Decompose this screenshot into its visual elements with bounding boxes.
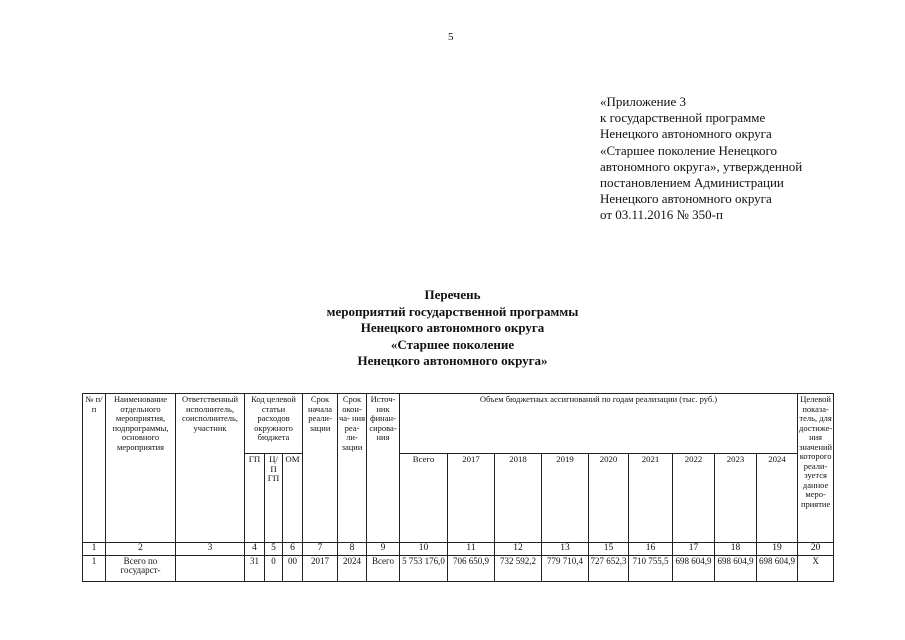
column-number: 18 xyxy=(715,543,757,556)
column-number: 1 xyxy=(83,543,106,556)
header-year: 2023 xyxy=(715,454,757,543)
header-year: 2018 xyxy=(495,454,542,543)
title-line: Ненецкого автономного округа» xyxy=(357,353,548,368)
header-year: 2022 xyxy=(673,454,715,543)
row-value: 698 604,9 xyxy=(673,555,715,581)
column-number: 9 xyxy=(367,543,400,556)
row-value: 732 592,2 xyxy=(495,555,542,581)
appendix-note xyxy=(600,94,802,224)
header-indicator: Целевой показа- тель, для достиже- ния значений которого реали- зуется данное меро- приятие xyxy=(798,394,834,543)
table-row xyxy=(83,555,834,581)
row-value: 727 652,3 xyxy=(589,555,629,581)
column-number: 15 xyxy=(589,543,629,556)
column-number: 12 xyxy=(495,543,542,556)
row-gp: 31 xyxy=(245,555,265,581)
header-end: Срок окон- ча- ния реа- ли- зации xyxy=(338,394,367,543)
column-number: 4 xyxy=(245,543,265,556)
column-number: 13 xyxy=(542,543,589,556)
row-value: 779 710,4 xyxy=(542,555,589,581)
header-cp-gp: Ц/П ГП xyxy=(265,454,283,543)
appendix-line: «Старшее поколение Ненецкого xyxy=(600,142,778,158)
appendix-line: «Приложение 3 xyxy=(600,94,687,109)
column-number: 3 xyxy=(176,543,245,556)
column-number: 11 xyxy=(448,543,495,556)
column-number: 19 xyxy=(757,543,798,556)
column-number: 6 xyxy=(283,543,303,556)
document-title xyxy=(0,287,905,370)
appendix-line: постановлением Администрации xyxy=(600,175,784,191)
row-value: 698 604,9 xyxy=(757,555,798,581)
row-num: 1 xyxy=(83,555,106,581)
row-end: 2024 xyxy=(338,555,367,581)
row-start: 2017 xyxy=(303,555,338,581)
title-line: мероприятий государственной программы xyxy=(326,303,579,319)
column-number: 2 xyxy=(106,543,176,556)
header-gp: ГП xyxy=(245,454,265,543)
row-om: 00 xyxy=(283,555,303,581)
row-source: Всего xyxy=(367,555,400,581)
row-indicator: Х xyxy=(798,555,834,581)
header-year: 2019 xyxy=(542,454,589,543)
header-num: № п/п xyxy=(83,394,106,543)
header-name: Наименование отдельного мероприятия, подпрограммы, основного мероприятия xyxy=(106,394,176,543)
column-number: 20 xyxy=(798,543,834,556)
column-number: 7 xyxy=(303,543,338,556)
header-budget-code: Код целевой статьи расходов окружного бюджета xyxy=(245,394,303,454)
column-number: 16 xyxy=(629,543,673,556)
title-line: «Старшее поколение xyxy=(390,336,515,352)
appendix-line: от 03.11.2016 № 350-п xyxy=(600,207,723,223)
header-responsible: Ответственный исполнитель, соисполнитель, участник xyxy=(176,394,245,543)
title-line: Перечень xyxy=(424,287,481,302)
header-year: 2020 xyxy=(589,454,629,543)
row-name: Всего по государст- xyxy=(106,555,176,581)
column-number: 10 xyxy=(400,543,448,556)
column-number: 8 xyxy=(338,543,367,556)
appendix-line: Ненецкого автономного округа xyxy=(600,126,772,142)
appendix-line: автономного округа», утвержденной xyxy=(600,158,803,174)
column-number: 17 xyxy=(673,543,715,556)
header-year: 2024 xyxy=(757,454,798,543)
row-value: 706 650,9 xyxy=(448,555,495,581)
measures-table xyxy=(82,393,834,582)
row-responsible xyxy=(176,555,245,581)
column-number: 5 xyxy=(265,543,283,556)
header-year: 2021 xyxy=(629,454,673,543)
column-number-row xyxy=(83,543,834,556)
title-line: Ненецкого автономного округа xyxy=(360,320,545,335)
appendix-line: к государственной программе xyxy=(600,110,766,126)
row-total: 5 753 176,0 xyxy=(400,555,448,581)
header-source: Источ- ник финан- сирова- ния xyxy=(367,394,400,543)
page-number: 5 xyxy=(448,31,454,43)
header-start: Срок начала реали- зации xyxy=(303,394,338,543)
row-cp-gp: 0 xyxy=(265,555,283,581)
header-volume: Объем бюджетных ассигнований по годам реализации (тыс. руб.) xyxy=(400,394,798,454)
row-value: 698 604,9 xyxy=(715,555,757,581)
header-year: 2017 xyxy=(448,454,495,543)
row-value: 710 755,5 xyxy=(629,555,673,581)
appendix-line: Ненецкого автономного округа xyxy=(600,191,772,207)
header-om: ОМ xyxy=(283,454,303,543)
header-total: Всего xyxy=(400,454,448,543)
